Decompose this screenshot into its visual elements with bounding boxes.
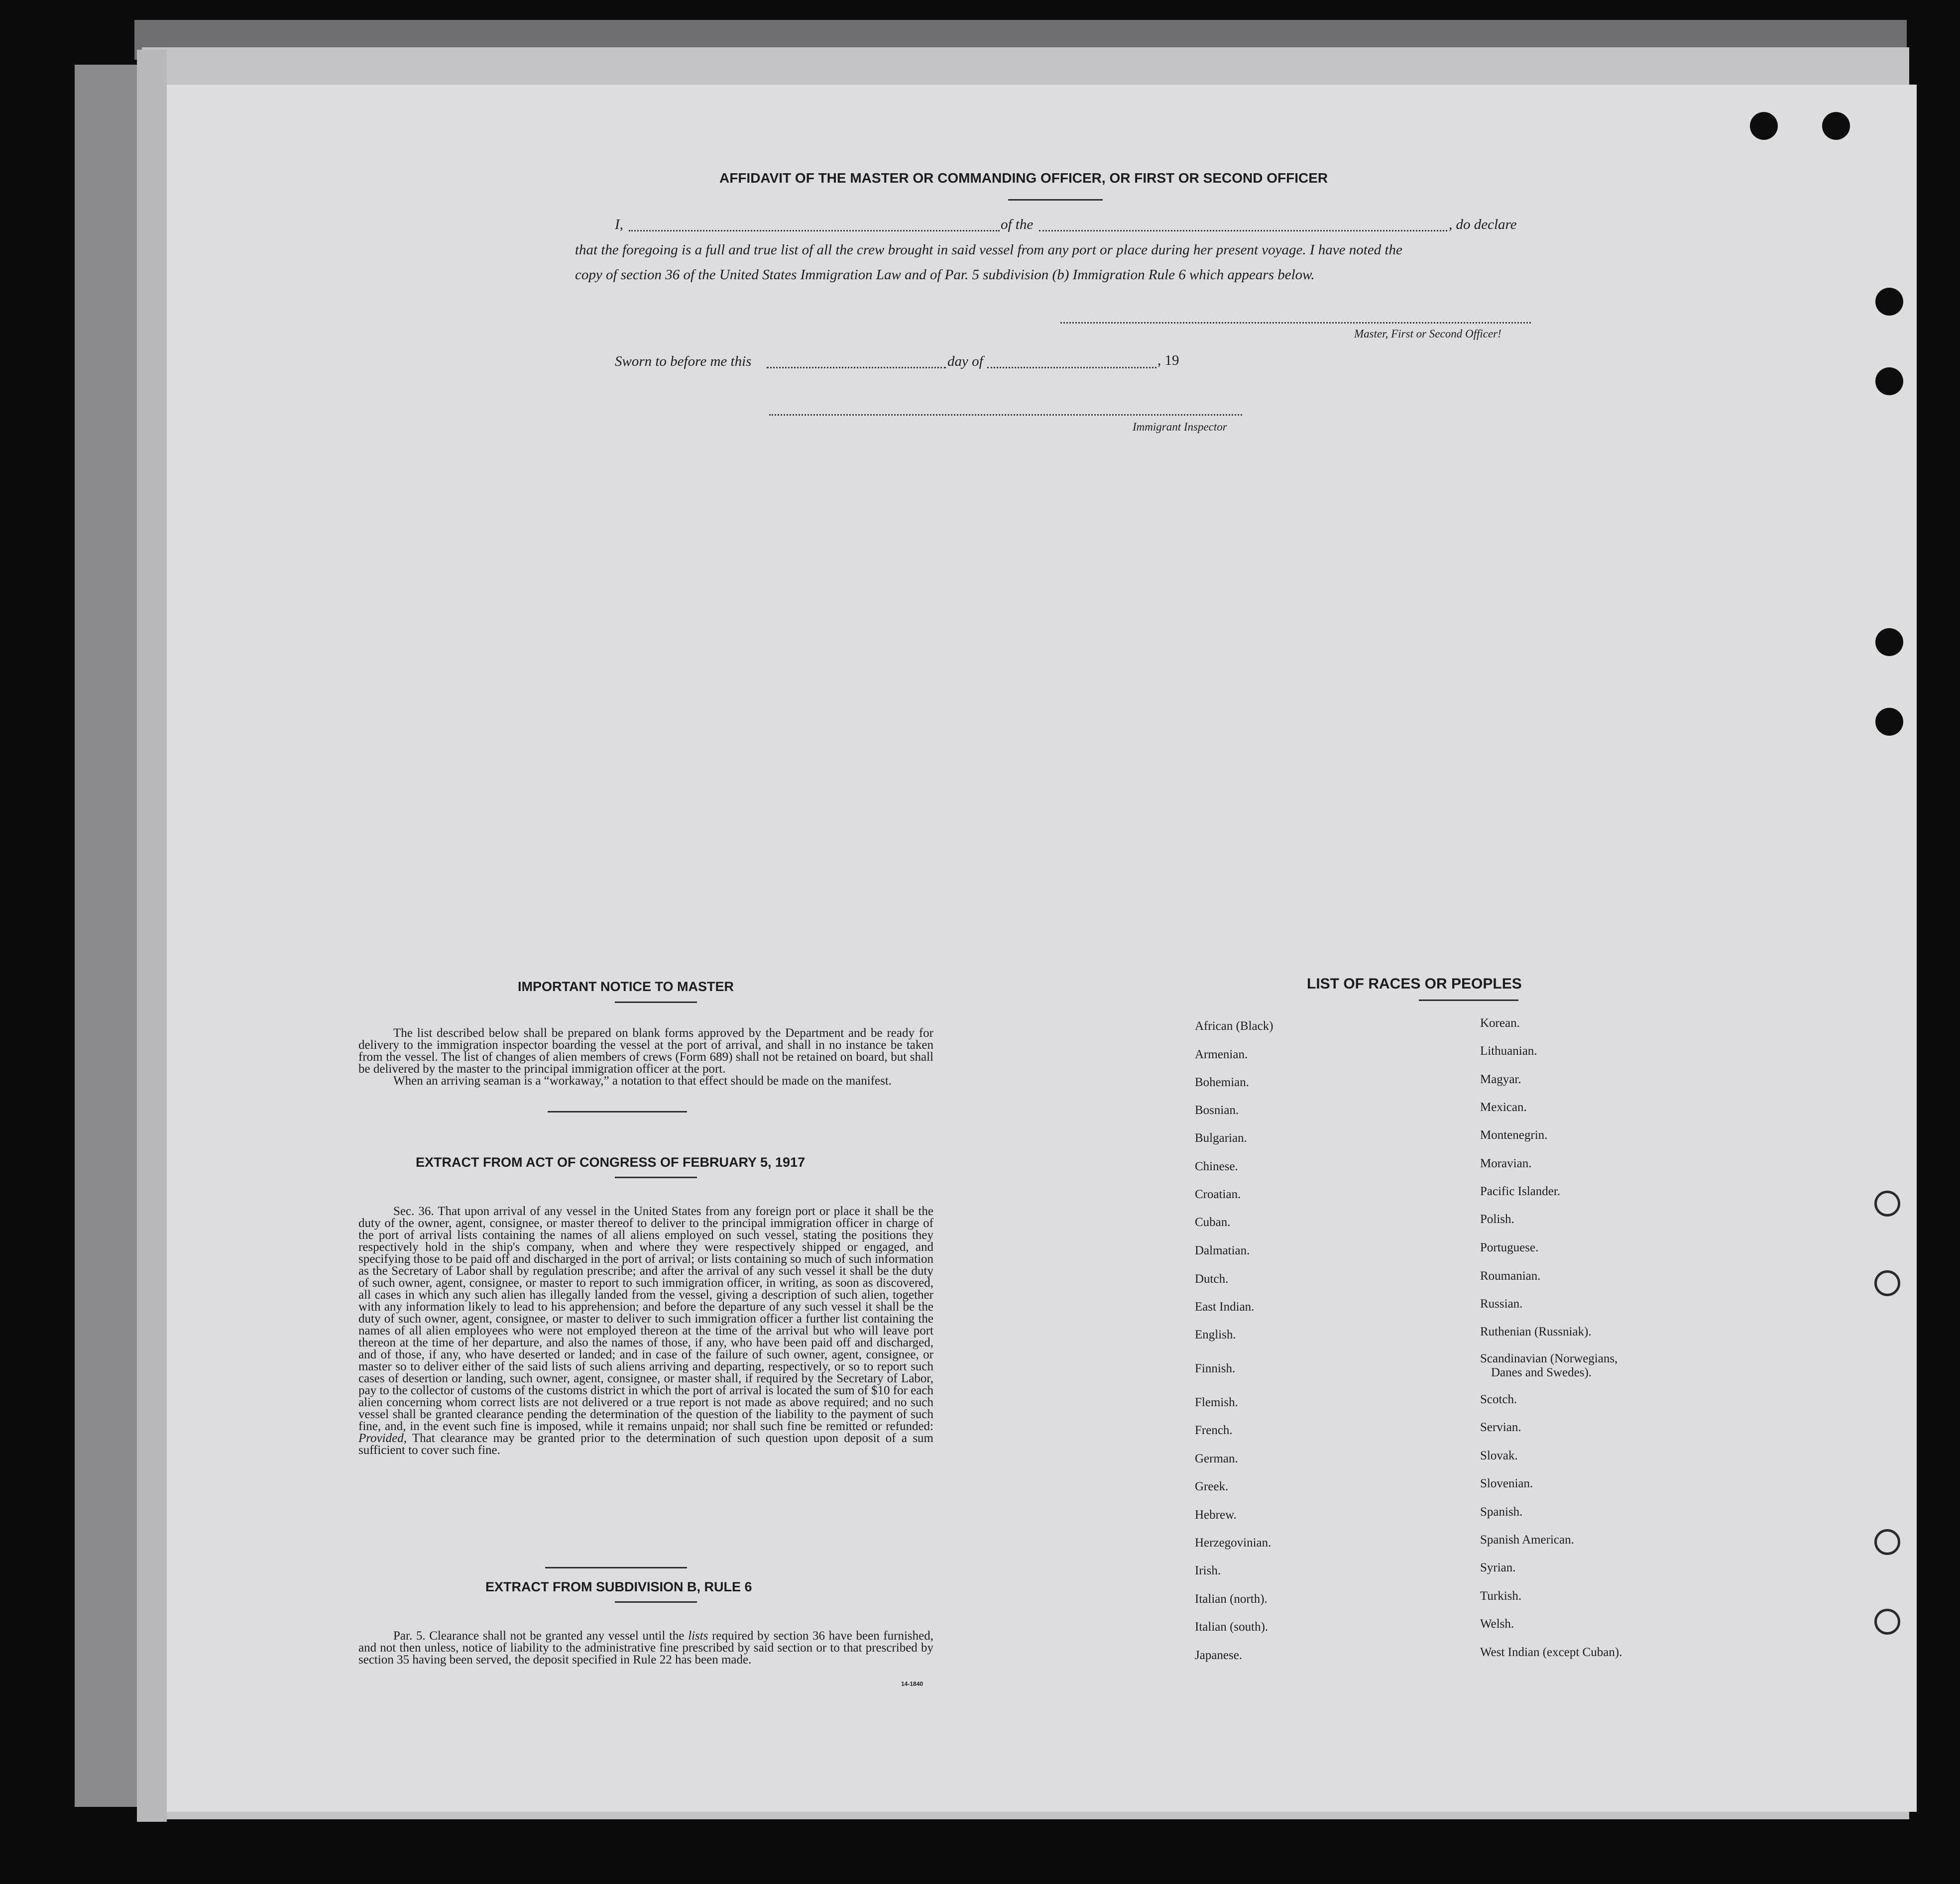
race-right-item: Welsh.: [1480, 1617, 1514, 1631]
sworn-day-of: day of: [947, 353, 983, 369]
punch-hole-icon: [1822, 112, 1850, 140]
punch-hole-icon: [1875, 288, 1903, 316]
punch-hole-icon: [1874, 1270, 1900, 1296]
race-left-item: Dalmatian.: [1195, 1244, 1250, 1257]
punch-hole-icon: [1874, 1191, 1900, 1217]
race-right-item: Scotch.: [1480, 1393, 1517, 1406]
sworn-year: , 19: [1157, 352, 1179, 368]
race-left-item: English.: [1195, 1328, 1236, 1341]
act-extract-heading: EXTRACT FROM ACT OF CONGRESS OF FEBRUARY 5, 1917: [416, 1155, 806, 1170]
notice-heading: IMPORTANT NOTICE TO MASTER: [518, 979, 734, 994]
race-right-item: Moravian.: [1480, 1157, 1532, 1170]
document-sheet: [167, 85, 1917, 1812]
race-left-item: Italian (north).: [1195, 1592, 1268, 1606]
races-heading-rule: [1419, 999, 1518, 1001]
act-separator-rule: [545, 1567, 687, 1568]
notice-paragraph-2: When an arriving seaman is a “workaway,” a notation to that effect should be made on the manifest.: [393, 1074, 892, 1088]
signature-label: Master, First or Second Officer!: [1354, 328, 1501, 340]
binder-edge: [137, 50, 167, 1822]
affidavit-line2: that the foregoing is a full and true list of all the crew brought in said vessel from any port or place during her present voyage. I have noted the: [575, 242, 1402, 258]
inspector-label: Immigrant Inspector: [1133, 421, 1227, 433]
act-section-body: That upon arrival of any vessel in the United States from any foreign port or place it shall be the duty of the owner, agent, consignee, or master thereof to deliver to the principal immigration officer in charge of the port of arrival lists containing the names of all aliens employed on such vessel, stating the positions they respectively hold in the ship's company, when and where they were respectively shipped or engaged, and specifying those to be paid off and discharged in the port of arrival; or lists containing so much of such information as the Secretary of Labor shall by regulation prescribe; and after the arrival of any such vessel it shall be the duty of such owner, agent, consignee, or master to report to such immigration officer, in writing, as soon as discovered, all cases in which any such alien has illegally landed from the vessel, giving a description of such alien, together with any information likely to lead to his apprehension; and before the departure of any such vessel it shall be the duty of such owner, agent, consignee, or master to deliver to such immigration officer a further list containing the names of all alien employees who were not employed thereon at the time of the arrival but who will leave port thereon at the time of her departure, and also the names of those, if any, who have been paid off and discharged, and of those, if any, who have deserted or landed; and in case of the failure of such owner, agent, consignee, or master so to deliver either of the said lists of such aliens arriving and departing, respectively, or so to report such cases of desertion or landing, such owner, agent, consignee, or master shall, if required by the Secretary of Labor, pay to the collector of customs of the customs district in which the port of arrival is located the sum of $10 for each alien concerning whom correct lists are not delivered or a true report is not made as above required; and no such vessel shall be granted clearance pending the determination of the question of the liability to the payment of such fine, and, in the event such fine is imposed, while it remains unpaid; nor shall such fine be remitted or refunded:: [358, 1205, 933, 1433]
race-right-item: Mexican.: [1480, 1101, 1527, 1114]
affidavit-line3: copy of section 36 of the United States Immigration Law and of Par. 5 subdivision (b) Immigration Rule 6 which appears below.: [575, 267, 1315, 283]
race-right-item: Slovenian.: [1480, 1477, 1533, 1490]
punch-hole-icon: [1875, 628, 1903, 656]
race-right-item: Korean.: [1480, 1016, 1520, 1030]
race-left-item: Italian (south).: [1195, 1620, 1268, 1634]
sworn-prefix: Sworn to before me this: [615, 353, 752, 369]
affidavit-line1-declare: , do declare: [1449, 217, 1517, 232]
race-right-item: Syrian.: [1480, 1561, 1516, 1574]
affidavit-heading: AFFIDAVIT OF THE MASTER OR COMMANDING OFFICER, OR FIRST OR SECOND OFFICER: [719, 170, 1328, 186]
race-left-item: French.: [1195, 1424, 1233, 1437]
race-right-item: Portuguese.: [1480, 1241, 1539, 1254]
race-right-item: Pacific Islander.: [1480, 1185, 1561, 1198]
rule-extract-heading: EXTRACT FROM SUBDIVISION B, RULE 6: [485, 1579, 752, 1594]
race-left-item: Dutch.: [1195, 1272, 1229, 1286]
race-right-item: Turkish.: [1480, 1589, 1522, 1603]
sworn-month-field[interactable]: [987, 367, 1156, 368]
race-right-item: Polish.: [1480, 1213, 1514, 1226]
rule-body-a: Clearance shall not be granted any vessel until the: [429, 1629, 685, 1643]
race-right-item: Scandinavian (Norwegians,: [1480, 1352, 1618, 1365]
race-left-item: Chinese.: [1195, 1160, 1238, 1173]
rule-lists-word: lists: [688, 1629, 708, 1643]
punch-hole-icon: [1750, 112, 1778, 140]
act-heading-rule: [615, 1177, 697, 1178]
officer-signature-field[interactable]: [1060, 322, 1531, 324]
race-left-item: Hebrew.: [1195, 1508, 1237, 1522]
race-left-item: Bulgarian.: [1195, 1131, 1247, 1145]
race-left-item: Croatian.: [1195, 1188, 1241, 1201]
notice-paragraph-1: The list described below shall be prepared on blank forms approved by the Department and be ready for delivery to the immigration inspector boarding the vessel at the port of arrival, and shall in no instance be taken from the vessel. The list of changes of alien members of crews (Form 689) shall not be retained on board, but shall be delivered by the master to the principal immigration officer at the port.: [358, 1026, 933, 1076]
act-section-tail: That clearance may be granted prior to the determination of such question upon deposit of a sum sufficient to cover such fine.: [358, 1432, 933, 1457]
race-left-item: East Indian.: [1195, 1300, 1255, 1314]
affidavit-line1-of-the: of the: [1001, 217, 1034, 232]
race-right-item: Slovak.: [1480, 1449, 1518, 1462]
punch-hole-icon: [1875, 367, 1903, 395]
act-section-label: Sec. 36.: [393, 1205, 434, 1218]
race-right-item: Spanish American.: [1480, 1533, 1574, 1547]
race-right-item: Montenegrin.: [1480, 1128, 1548, 1142]
race-right-item: Danes and Swedes).: [1491, 1366, 1592, 1379]
race-right-item: Spanish.: [1480, 1505, 1523, 1519]
race-right-item: Roumanian.: [1480, 1269, 1541, 1283]
race-right-item: Lithuanian.: [1480, 1044, 1537, 1058]
rule-par-label: Par. 5.: [393, 1629, 426, 1643]
race-left-item: Armenian.: [1195, 1048, 1248, 1061]
race-left-item: African (Black): [1195, 1019, 1273, 1033]
affidavit-heading-rule: [1008, 199, 1103, 201]
race-left-item: German.: [1195, 1452, 1238, 1465]
rule-body-b: required by section 36 have been furnished, and not then unless, notice of liability to the administrative fine prescribed by said section or to that prescribed by section 35 having been served, the deposit specified in Rule 22 has been made.: [358, 1629, 934, 1666]
race-right-item: Servian.: [1480, 1421, 1521, 1434]
punch-hole-icon: [1874, 1529, 1900, 1555]
race-right-item: West Indian (except Cuban).: [1480, 1646, 1622, 1659]
rule-heading-rule: [615, 1601, 697, 1603]
punch-hole-icon: [1875, 708, 1903, 736]
act-section-36-text: [358, 1206, 933, 1456]
race-right-item: Ruthenian (Russniak).: [1480, 1325, 1592, 1338]
rule-par-5-text: [358, 1630, 933, 1666]
race-right-item: Magyar.: [1480, 1073, 1521, 1086]
sworn-day-field[interactable]: [767, 367, 946, 368]
race-left-item: Cuban.: [1195, 1216, 1231, 1229]
act-provided-word: Provided,: [358, 1432, 407, 1445]
vessel-field[interactable]: [1039, 230, 1447, 231]
race-left-item: Herzegovinian.: [1195, 1536, 1271, 1550]
races-heading: LIST OF RACES OR PEOPLES: [1307, 976, 1522, 992]
notice-separator-rule: [548, 1111, 687, 1112]
name-field[interactable]: [629, 230, 1000, 231]
race-right-item: Russian.: [1480, 1297, 1523, 1311]
race-left-item: Bosnian.: [1195, 1104, 1239, 1117]
inspector-signature-field[interactable]: [769, 414, 1242, 416]
form-number: 14-1840: [901, 1680, 923, 1687]
affidavit-line1-i: I,: [615, 217, 623, 232]
punch-hole-icon: [1874, 1609, 1900, 1635]
notice-heading-rule: [615, 1001, 697, 1003]
race-left-item: Greek.: [1195, 1480, 1229, 1493]
race-left-item: Irish.: [1195, 1564, 1221, 1577]
race-left-item: Bohemian.: [1195, 1076, 1250, 1089]
race-left-item: Flemish.: [1195, 1396, 1238, 1409]
race-left-item: Japanese.: [1195, 1649, 1243, 1662]
race-left-item: Finnish.: [1195, 1362, 1236, 1375]
